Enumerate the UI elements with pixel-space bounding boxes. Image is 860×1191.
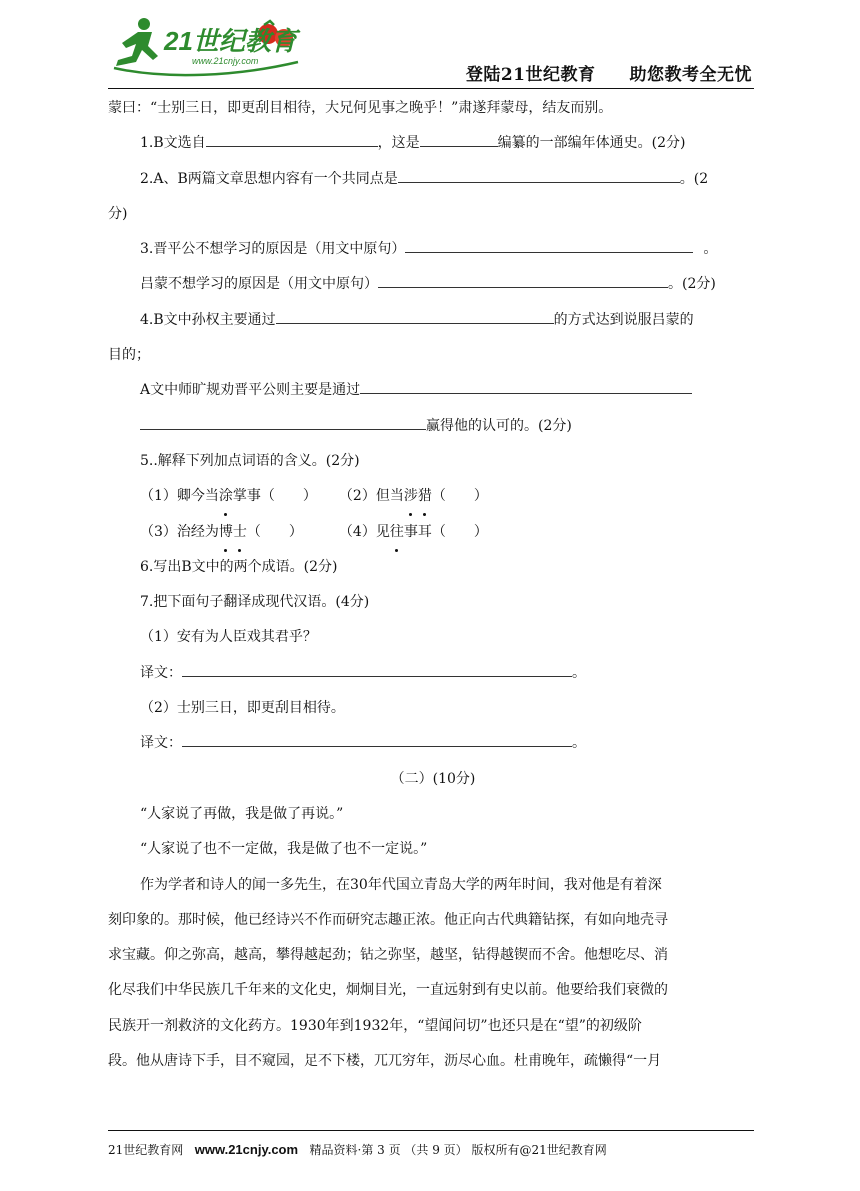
header-slogan [466, 60, 752, 85]
page-header [108, 10, 754, 88]
q2-text-b: 。(2 [679, 170, 709, 187]
question-5-items-b [108, 517, 758, 552]
translation-label: 译文： [140, 735, 182, 752]
q7-sentence-1: （1）安有为人臣戏其君乎？ [140, 629, 317, 646]
answer-blank [182, 730, 572, 747]
logo [108, 10, 308, 80]
answer-blank [360, 377, 692, 394]
slogan-right: 助您教考全无忧 [629, 65, 752, 85]
question-1 [108, 128, 758, 163]
text-line: 分) [108, 205, 128, 222]
footer-divider [108, 1130, 754, 1131]
runner-icon [116, 18, 158, 66]
question-3 [108, 234, 758, 269]
paragraph-line: 作为学者和诗人的闻一多先生，在30年代国立青岛大学的两年时间，我对他是有着深 [140, 876, 662, 893]
slogan-left: 登陆21世纪教育 [465, 65, 596, 85]
question-6: 6.写出B文中的两个成语。(2分) [140, 558, 338, 575]
paragraph-line: 刻印象的。那时候，他已经诗兴不作而研究志趣正浓。他正向古代典籍钻探，有如向地壳寻 [108, 911, 668, 928]
question-4-end [108, 411, 758, 446]
q4-text-e: 赢得他的认可的。(2分) [426, 417, 572, 434]
q1-text-c: 编纂的一部编年体通史。(2分) [497, 135, 686, 152]
paragraph-line: 化尽我们中华民族几千年来的文化史，炯炯目光，一直远射到有史以前。他要给我们衰微的 [108, 982, 668, 999]
q1-text-b: ，这是 [377, 135, 420, 152]
answer-blank [140, 413, 426, 430]
q4-text-a: 4.B文中孙权主要通过 [140, 311, 276, 328]
page-footer [108, 1141, 607, 1158]
footer-site-link[interactable]: www.21cnjy.com [194, 1142, 299, 1157]
q5-item-3: （3）治经为博士（ ） [140, 524, 303, 540]
question-5-items-a [108, 481, 758, 516]
logo-text: 21世纪教育 [164, 26, 297, 56]
logo-graphic [108, 10, 308, 80]
answer-blank [378, 271, 668, 288]
paragraph-line: 求宝藏。仰之弥高，越高，攀得越起劲；钻之弥坚，越坚，钻得越锲而不舍。他想吃尽、消 [108, 947, 668, 964]
section-heading: （二）(10分) [390, 770, 476, 787]
question-2 [108, 164, 758, 199]
dotted-word: 涂 [219, 481, 233, 511]
question-4-cont [108, 375, 758, 410]
paragraph-line: 民族开一剂救济的文化药方。1930年到1932年，“望闻问切”也还只是在“望”的初级阶 [108, 1017, 642, 1034]
question-3-cont [108, 269, 758, 304]
footer-page-info: 精品资料·第 3 页 （共 9 页） 版权所有@21世纪教育网 [309, 1143, 607, 1157]
q3-text-a: 3.晋平公不想学习的原因是（用文中原句） [140, 241, 406, 258]
dotted-word: 涉猎 [404, 488, 432, 504]
dotted-word: 往 [390, 517, 404, 547]
q4-text-d: A文中师旷规劝晋平公则主要是通过 [140, 382, 361, 399]
quote-1: “人家说了再做，我是做了再说。” [140, 805, 344, 822]
answer-blank [420, 130, 498, 147]
footer-org: 21世纪教育网 [108, 1143, 184, 1157]
q4-text-b: 的方式达到说服吕蒙的 [553, 311, 694, 328]
q7-translation-2: 译文： 。 [108, 728, 758, 763]
paragraph-line: 段。他从唐诗下手，目不窥园，足不下楼，兀兀穷年，沥尽心血。杜甫晚年，疏懒得“一月 [108, 1053, 662, 1070]
q3-text-d: 。(2分) [668, 276, 716, 293]
q3-text-b: 。 [703, 241, 718, 258]
q2-text-a: 2.A、B两篇文章思想内容有一个共同点是 [140, 170, 398, 187]
question-5: 5..解释下列加点词语的含义。(2分) [140, 452, 360, 469]
document-body [108, 93, 758, 1081]
answer-blank [182, 660, 572, 677]
answer-blank [206, 130, 378, 147]
dotted-word: 博士 [219, 524, 247, 540]
logo-url: www.21cnjy.com [192, 56, 259, 66]
translation-label: 译文： [140, 664, 182, 681]
answer-blank [398, 166, 680, 183]
q1-text-a: 1.B文选自 [140, 135, 206, 152]
q7-sentence-2: （2）士别三日，即更刮目相待。 [140, 700, 345, 717]
answer-blank [405, 236, 693, 253]
q5-item-4: （4）见往事耳（ ） [339, 524, 488, 540]
q7-translation-1: 译文： 。 [108, 658, 758, 693]
q3-text-c: 吕蒙不想学习的原因是（用文中原句） [140, 276, 378, 293]
text-line: 目的； [108, 347, 150, 364]
answer-blank [276, 307, 554, 324]
quote-2: “人家说了也不一定做，我是做了也不一定说。” [140, 841, 428, 858]
header-divider [108, 88, 754, 89]
question-4 [108, 305, 758, 340]
q5-item-2: （2）但当涉猎（ ） [339, 488, 488, 504]
q5-item-1: （1）卿今当涂掌事（ ） [140, 488, 317, 504]
question-7: 7.把下面句子翻译成现代汉语。(4分) [140, 594, 370, 611]
text-line: 蒙曰：“士别三日，即更刮目相待，大兄何见事之晚乎！”肃遂拜蒙母，结友而别。 [108, 100, 613, 116]
